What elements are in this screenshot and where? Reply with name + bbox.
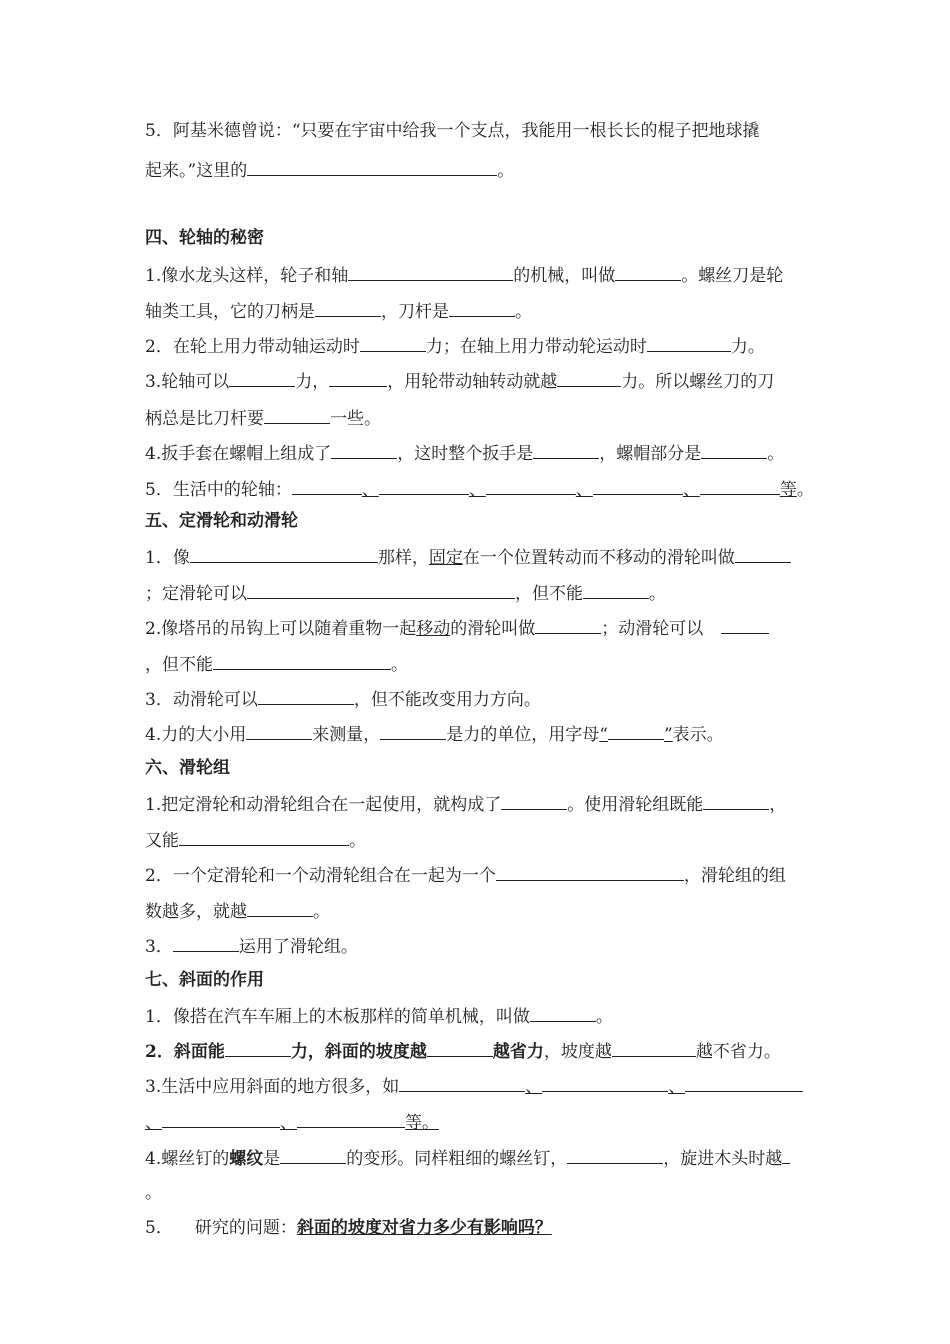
answer-blank[interactable] — [721, 615, 769, 634]
answer-blank[interactable] — [701, 440, 767, 459]
text: 。 — [497, 161, 515, 181]
s4-question-3-line2 — [145, 405, 381, 431]
text: ；定滑轮可以 — [145, 584, 247, 604]
text: 。 — [313, 902, 330, 922]
text: 柄总是比刀杆要 — [145, 409, 264, 429]
text: 3.生活中应用斜面的地方很多，如 — [145, 1077, 400, 1097]
answer-blank[interactable] — [700, 476, 780, 495]
text: 研究的问题： — [194, 1218, 297, 1238]
answer-blank[interactable] — [593, 476, 683, 495]
text: ，但不能改变用力方向。 — [353, 690, 541, 710]
text: ，旋进木头时越 — [663, 1149, 783, 1169]
text: 力。所以螺丝刀的刀 — [621, 372, 775, 392]
s5-question-4 — [145, 721, 724, 747]
answer-blank[interactable] — [782, 1145, 790, 1164]
answer-blank[interactable] — [229, 368, 295, 387]
answer-blank[interactable] — [615, 262, 681, 281]
answer-blank[interactable] — [608, 721, 664, 740]
text: 力， — [295, 372, 330, 392]
s6-question-1-line2 — [145, 827, 366, 853]
text: 。 — [145, 1183, 162, 1203]
answer-blank[interactable] — [247, 157, 497, 176]
text: 。使用滑轮组既能 — [567, 795, 704, 815]
text: “ — [599, 725, 608, 745]
text: 。 — [649, 584, 666, 604]
answer-blank[interactable] — [379, 476, 469, 495]
answer-blank[interactable] — [292, 476, 362, 495]
separator: 、 — [280, 1113, 297, 1133]
s7-question-2 — [145, 1038, 781, 1064]
s7-question-3-line2 — [145, 1109, 439, 1135]
text: ，这时整个扳手是 — [397, 444, 534, 464]
text: 斜面的坡度对省力多少有影响吗？ — [296, 1218, 552, 1238]
s7-question-1 — [145, 1003, 613, 1029]
answer-blank[interactable] — [348, 262, 513, 281]
s5-question-2-line1 — [145, 615, 769, 641]
text: 的变形。同样粗细的螺丝钉， — [346, 1149, 568, 1169]
separator: 、 — [525, 1077, 543, 1097]
text: 1.像水龙头这样，轮子和轴 — [145, 266, 349, 286]
answer-blank[interactable] — [449, 298, 515, 317]
text: 力。 — [730, 337, 765, 357]
answer-blank[interactable] — [213, 651, 391, 670]
answer-blank[interactable] — [530, 1003, 596, 1022]
answer-blank[interactable] — [533, 440, 599, 459]
s4-question-2 — [145, 333, 765, 359]
s4-question-1-line2 — [145, 298, 532, 324]
s7-question-4-line1 — [145, 1145, 790, 1171]
text: 。 — [767, 444, 785, 464]
text: ， — [769, 795, 787, 815]
text: 力，斜面的坡度越 — [290, 1042, 427, 1062]
text: ，用轮带动轴转动就越 — [387, 372, 558, 392]
answer-blank[interactable] — [247, 898, 313, 917]
text: 2．在轮上用力带动轴运动时 — [145, 337, 360, 357]
text: 5．生活中的轮轴： — [145, 480, 292, 500]
s4-question-3-line1 — [145, 368, 774, 394]
answer-blank[interactable] — [225, 1038, 291, 1057]
text: 3． — [145, 937, 173, 957]
text: 在一个位置转动而不移动的滑轮叫做 — [462, 548, 735, 568]
separator: 、 — [682, 480, 700, 500]
text: ” — [663, 725, 673, 745]
s5-question-1-line1 — [145, 544, 791, 570]
answer-blank[interactable] — [647, 333, 731, 352]
text: 4.力的大小用 — [145, 725, 247, 745]
answer-blank[interactable] — [735, 544, 791, 563]
section-4-title: 四、轮轴的秘密 — [145, 228, 264, 248]
answer-blank[interactable] — [360, 333, 426, 352]
text: 又能 — [145, 831, 179, 851]
text: 4.螺丝钉的 — [145, 1149, 230, 1169]
text: 3.轮轴可以 — [145, 372, 230, 392]
text: 力；在轴上用力带动轮运动时 — [425, 337, 647, 357]
s6-question-3 — [145, 933, 358, 959]
question-5-archimedes-line2 — [145, 157, 514, 183]
text: ，但不能 — [145, 655, 213, 675]
text: 固定 — [428, 548, 463, 568]
text: 3．动滑轮可以 — [145, 690, 258, 710]
text: 。螺丝刀是轮 — [681, 266, 784, 286]
s4-question-5 — [145, 476, 814, 502]
answer-blank[interactable] — [486, 476, 576, 495]
text: 起来。”这里的 — [145, 161, 248, 181]
separator: 、 — [575, 480, 593, 500]
answer-blank[interactable] — [162, 1109, 280, 1128]
separator: 、 — [361, 480, 379, 500]
text: 5．阿基米德曾说：“只要在宇宙中给我一个支点，我能用一根长长的棍子把地球撬 — [145, 121, 760, 141]
text: 是力的单位，用字母 — [446, 725, 600, 745]
answer-blank[interactable] — [542, 1073, 668, 1092]
section-6-title: 六、滑轮组 — [145, 758, 230, 778]
s7-question-4-line2 — [145, 1181, 162, 1205]
text: 等。 — [405, 1113, 439, 1133]
section-5-title: 五、定滑轮和动滑轮 — [145, 511, 298, 531]
text: ，滑轮组的组 — [683, 866, 786, 886]
text: 数越多，就越 — [145, 902, 247, 922]
answer-blank[interactable] — [612, 1038, 696, 1057]
answer-blank[interactable] — [399, 1073, 525, 1092]
s4-question-4 — [145, 440, 784, 466]
answer-blank[interactable] — [380, 721, 446, 740]
s6-question-2-line1 — [145, 862, 786, 888]
text: 越不省力。 — [695, 1042, 781, 1062]
separator: 、 — [668, 1077, 686, 1097]
answer-blank[interactable] — [331, 440, 397, 459]
separator: 、 — [145, 1113, 162, 1133]
s5-question-3 — [145, 686, 541, 712]
s7-question-5 — [145, 1216, 552, 1240]
answer-blank[interactable] — [329, 368, 387, 387]
text: 1．像 — [145, 548, 190, 568]
separator: 、 — [468, 480, 486, 500]
text: 是 — [263, 1149, 281, 1169]
text: 2.像塔吊的吊钩上可以随着重物一起 — [145, 619, 417, 639]
text: 2．斜面能 — [145, 1042, 225, 1062]
answer-blank[interactable] — [557, 368, 621, 387]
s4-question-1-line1 — [145, 262, 783, 288]
text: 。 — [391, 655, 408, 675]
s6-question-1-line1 — [145, 791, 786, 817]
text: ，刀杆是 — [381, 302, 449, 322]
answer-blank[interactable] — [264, 405, 330, 424]
text: ，坡度越 — [543, 1042, 612, 1062]
text: 移动 — [416, 619, 451, 639]
text: 5． — [145, 1218, 173, 1238]
answer-blank[interactable] — [583, 580, 649, 599]
text: 越省力 — [492, 1042, 544, 1062]
answer-blank[interactable] — [258, 686, 354, 705]
text: 。 — [349, 831, 366, 851]
answer-blank[interactable] — [315, 298, 381, 317]
text: 4.扳手套在螺帽上组成了 — [145, 444, 332, 464]
s5-question-1-line2 — [145, 580, 666, 606]
answer-blank[interactable] — [535, 615, 601, 634]
text: 一些。 — [330, 409, 381, 429]
text: 的机械，叫做 — [513, 266, 616, 286]
answer-blank[interactable] — [247, 580, 515, 599]
text: 表示。 — [672, 725, 724, 745]
answer-blank[interactable] — [179, 827, 349, 846]
answer-blank[interactable] — [297, 1109, 405, 1128]
answer-blank[interactable] — [703, 791, 769, 810]
text: 来测量， — [312, 725, 381, 745]
s7-question-3-line1 — [145, 1073, 803, 1099]
text: 那样， — [377, 548, 429, 568]
text: 。 — [515, 302, 532, 322]
text: 1．像搭在汽车车厢上的木板那样的简单机械，叫做 — [145, 1007, 530, 1027]
text: 轴类工具，它的刀柄是 — [145, 302, 315, 322]
answer-blank[interactable] — [427, 1038, 493, 1057]
text: 。 — [595, 1007, 613, 1027]
s5-question-2-line2 — [145, 651, 408, 677]
text: ，螺帽部分是 — [599, 444, 702, 464]
answer-blank[interactable] — [246, 721, 312, 740]
question-5-archimedes-line1 — [145, 119, 760, 143]
text: 1.把定滑轮和动滑轮组合在一起使用，就构成了 — [145, 795, 502, 815]
answer-blank[interactable] — [173, 933, 239, 952]
section-7-title: 七、斜面的作用 — [145, 970, 264, 990]
text: 2．一个定滑轮和一个动滑轮组合在一起为一个 — [145, 866, 496, 886]
text: ；动滑轮可以 — [601, 619, 704, 639]
answer-blank[interactable] — [280, 1145, 346, 1164]
s6-question-2-line2 — [145, 898, 330, 924]
answer-blank[interactable] — [496, 862, 684, 881]
answer-blank[interactable] — [567, 1145, 663, 1164]
text: 螺纹 — [229, 1149, 264, 1169]
answer-blank[interactable] — [190, 544, 378, 563]
text: ，但不能 — [515, 584, 583, 604]
answer-blank[interactable] — [501, 791, 567, 810]
text: 的滑轮叫做 — [450, 619, 536, 639]
text: 运用了滑轮组。 — [238, 937, 358, 957]
text: 。 — [796, 480, 814, 500]
text: 等 — [779, 480, 797, 500]
answer-blank[interactable] — [685, 1073, 803, 1092]
